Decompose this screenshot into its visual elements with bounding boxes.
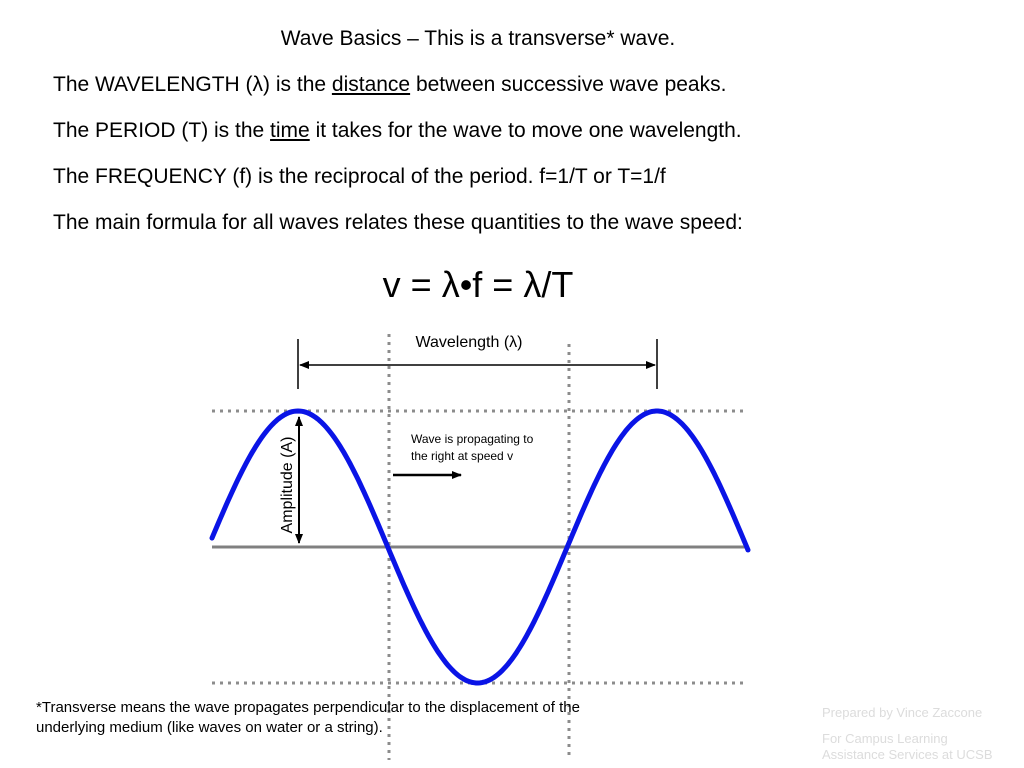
slide-title: Wave Basics – This is a transverse* wave. <box>280 27 676 50</box>
wavelength-definition-pre: The WAVELENGTH (λ) is the <box>53 73 332 96</box>
wavelength-definition-emphasis: distance <box>331 73 411 96</box>
wave-speed-formula: v = λ•f = λ/T <box>382 264 574 305</box>
amplitude-label: Amplitude (A) <box>279 436 296 534</box>
organization-credit-line1: For Campus Learning <box>822 731 948 746</box>
transverse-footnote <box>36 698 676 738</box>
footnote-line1: *Transverse means the wave propagates perpendicular to the displacement of the <box>36 699 580 716</box>
author-credit: Prepared by Vince Zaccone <box>822 705 983 720</box>
organization-credit-line2: Assistance Services at UCSB <box>822 747 993 762</box>
footnote-line2: underlying medium (like waves on water or a string). <box>36 719 383 736</box>
period-definition-pre: The PERIOD (T) is the <box>53 119 271 142</box>
propagation-note-line1: Wave is propagating to <box>411 432 534 446</box>
propagation-note-line2: the right at speed v <box>411 449 514 463</box>
period-definition-post: it takes for the wave to move one wavelength. <box>309 119 742 142</box>
frequency-definition: The FREQUENCY (f) is the reciprocal of the period. f=1/T or T=1/f <box>53 165 666 188</box>
period-definition-emphasis: time <box>270 119 310 142</box>
wavelength-label: Wavelength (λ) <box>415 334 523 351</box>
formula-intro: The main formula for all waves relates these quantities to the wave speed: <box>53 211 743 234</box>
organization-credit <box>822 731 993 763</box>
wavelength-definition-post: between successive wave peaks. <box>410 73 727 96</box>
